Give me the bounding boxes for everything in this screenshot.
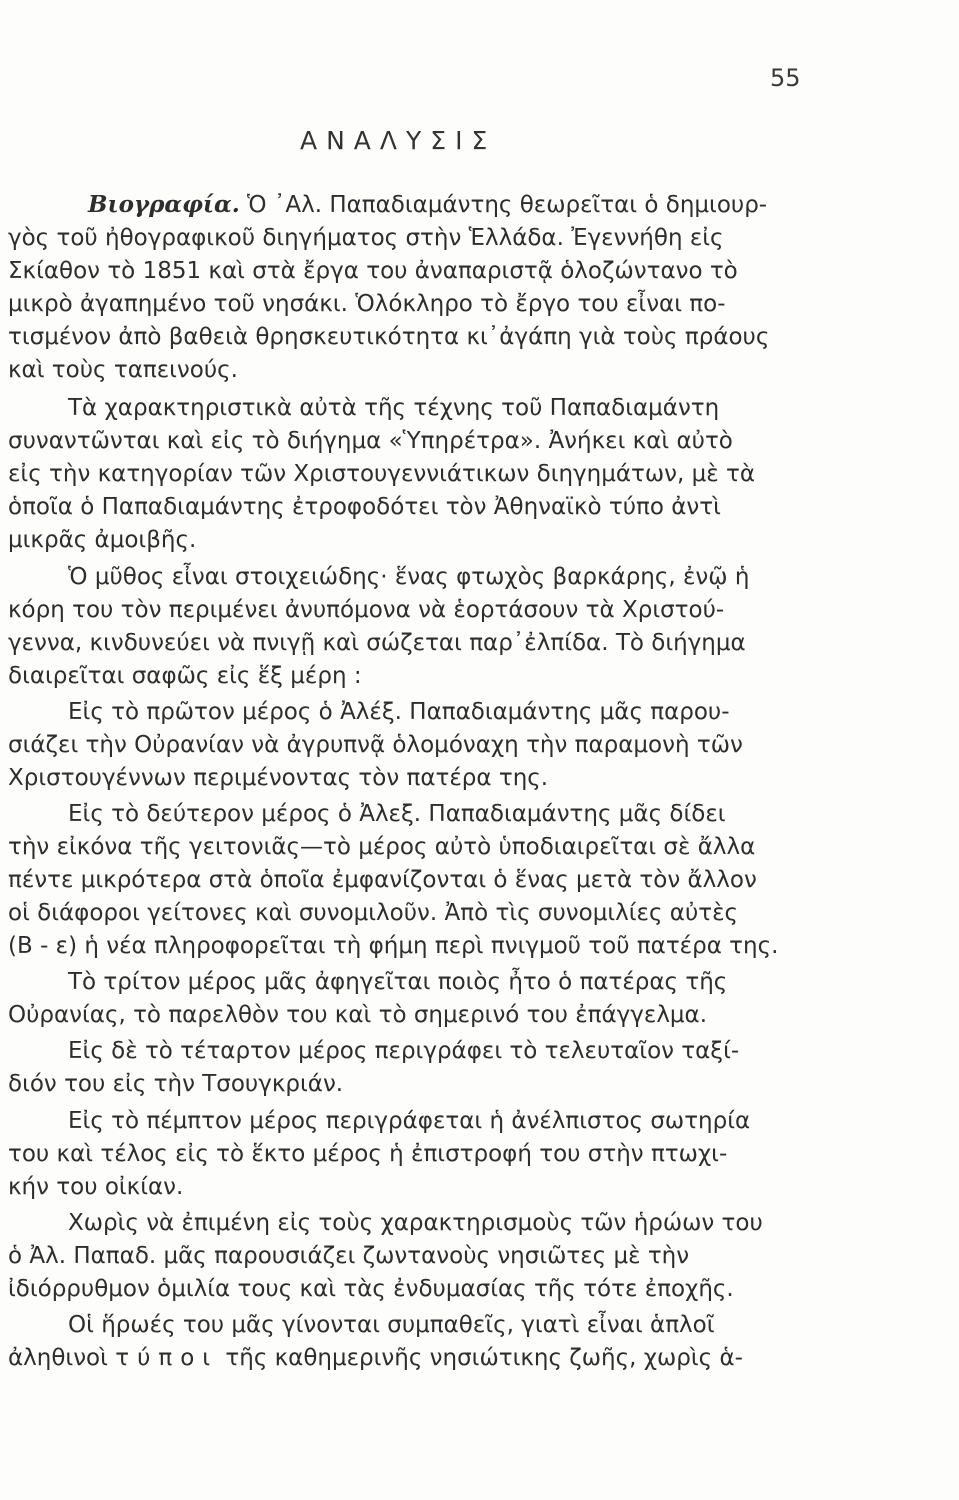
text-line [8, 865, 808, 895]
text-line [8, 730, 808, 760]
text-fragment: του καὶ τέλος εἰς τὸ ἕκτο μέρος ἡ ἐπιστροφή του στὴν πτωχι- [8, 1141, 728, 1167]
text-line-content [8, 1241, 808, 1271]
text-line-content [8, 1069, 808, 1099]
text-line [8, 525, 808, 555]
text-fragment: σιάζει τὴν Οὐρανίαν νὰ ἀγρυπνᾷ ὁλομόναχη τὴν παραμονὴ τῶν [8, 732, 743, 758]
text-fragment: Οὐρανίας, τὸ παρελθὸν του καὶ τὸ σημερινό του ἐπάγγελμα. [8, 1002, 708, 1028]
text-line [68, 1310, 808, 1340]
section-heading: ΑΝΑΛΥΣΙΣ [300, 126, 497, 155]
text-line [68, 1208, 808, 1238]
text-line [68, 562, 808, 592]
text-fragment: μικρὸ ἀγαπημένο τοῦ νησάκι. Ὁλόκληρο τὸ ἔργο του εἶναι πο- [8, 291, 726, 317]
text-line-content [8, 459, 808, 489]
text-line-content [8, 898, 808, 928]
text-line-content [8, 1172, 808, 1202]
text-line-content [8, 492, 808, 522]
text-line-content [68, 799, 808, 829]
text-line-content [68, 1310, 808, 1340]
text-line-content [8, 865, 808, 895]
text-line [8, 931, 808, 961]
text-line-content [8, 525, 808, 555]
text-fragment: διόν του εἰς τὴν Τσουγκριάν. [8, 1071, 344, 1097]
text-line [68, 1106, 808, 1136]
text-line [8, 1069, 808, 1099]
text-fragment: συναντῶνται καὶ εἰς τὸ διήγημα «Ὑπηρέτρα». Ἀνήκει καὶ αὐτὸ [8, 428, 733, 454]
text-line-content [8, 289, 808, 319]
text-fragment: ὁ Ἀλ. Παπαδ. μᾶς παρουσιάζει ζωντανοὺς νησιῶτες μὲ τὴν [8, 1243, 690, 1269]
text-line-content [8, 1000, 808, 1030]
text-fragment: (Β - ε) ἡ νέα πληροφορεῖται τὴ φήμη περὶ πνιγμοῦ τοῦ πατέρα της. [8, 933, 779, 959]
text-line [8, 289, 808, 319]
text-line [68, 967, 808, 997]
text-line [8, 628, 808, 658]
text-fragment: γεννα, κινδυνεύει νὰ πνιγῇ καὶ σώζεται παρ᾿ἐλπίδα. Τὸ διήγημα [8, 630, 746, 656]
text-line [8, 322, 808, 352]
text-fragment: τισμένον ἀπὸ βαθειὰ θρησκευτικότητα κι᾿ἀγάπη γιὰ τοὺς πράους [8, 324, 770, 350]
text-line [68, 799, 808, 829]
text-line [8, 1241, 808, 1271]
text-line [8, 1172, 808, 1202]
text-fragment: κήν του οἰκίαν. [8, 1174, 184, 1200]
text-line [8, 256, 808, 286]
text-line-content [8, 223, 808, 253]
text-fragment: κόρη του τὸν περιμένει ἀνυπόμονα νὰ ἑορτάσουν τὰ Χριστού- [8, 597, 725, 623]
text-line-content [68, 393, 808, 423]
text-line [8, 459, 808, 489]
biography-label: Βιογραφία. [88, 191, 240, 218]
text-line [8, 223, 808, 253]
text-line-content [8, 322, 808, 352]
text-line-content [8, 628, 808, 658]
text-fragment: μικρᾶς ἀμοιβῆς. [8, 527, 197, 553]
text-line-content [8, 763, 808, 793]
page-number: 55 [770, 64, 801, 92]
text-fragment: Εἰς τὸ πέμπτον μέρος περιγράφεται ἡ ἀνέλπιστος σωτηρία [68, 1108, 751, 1134]
text-line-content [68, 562, 808, 592]
text-line-content [8, 595, 808, 625]
text-line [68, 1036, 808, 1066]
text-fragment: Χωρὶς νὰ ἐπιμένη εἰς τοὺς χαρακτηρισμοὺς τῶν ἡρώων του [68, 1210, 763, 1236]
text-line [8, 492, 808, 522]
text-line-content [8, 426, 808, 456]
text-line [8, 1139, 808, 1169]
text-line-content [8, 355, 808, 385]
text-fragment: ἀληθινοὶ [8, 1345, 116, 1371]
text-line-content [8, 1274, 808, 1304]
text-line [8, 426, 808, 456]
text-fragment: πέντε μικρότερα στὰ ὁποῖα ἐμφανίζονται ὁ ἕνας μετὰ τὸν ἄλλον [8, 867, 757, 893]
text-line [8, 1000, 808, 1030]
text-fragment: διαιρεῖται σαφῶς εἰς ἕξ μέρη : [8, 663, 362, 689]
text-fragment: Εἰς δὲ τὸ τέταρτον μέρος περιγράφει τὸ τελευταῖον ταξί- [68, 1038, 740, 1064]
text-line [88, 190, 808, 220]
spaced-emphasis: τύποι [115, 1345, 219, 1371]
text-line-content [68, 1208, 808, 1238]
text-line-content [8, 1343, 808, 1373]
text-fragment: Εἰς τὸ πρῶτον μέρος ὁ Ἀλέξ. Παπαδιαμάντης μᾶς παρου- [68, 699, 730, 725]
text-fragment: γὸς τοῦ ἠθογραφικοῦ διηγήματος στὴν Ἑλλάδα. Ἐγεννήθη εἰς [8, 225, 724, 251]
text-fragment: οἱ διάφοροι γείτονες καὶ συνομιλοῦν. Ἀπὸ τὶς συνομιλίες αὐτὲς [8, 900, 739, 926]
text-fragment: καὶ τοὺς ταπεινούς. [8, 357, 238, 383]
text-line-content [8, 661, 808, 691]
text-fragment: εἰς τὴν κατηγορίαν τῶν Χριστουγεννιάτικων διηγημάτων, μὲ τὰ [8, 461, 756, 487]
text-line-content [8, 832, 808, 862]
text-line-content [8, 1139, 808, 1169]
text-fragment: Ὁ μῦθος εἶναι στοιχειώδης· ἕνας φτωχὸς βαρκάρης, ἐνῷ ἡ [68, 564, 750, 590]
text-line-content [8, 730, 808, 760]
text-fragment: Εἰς τὸ δεύτερον μέρος ὁ Ἀλεξ. Παπαδιαμάντης μᾶς δίδει [68, 801, 726, 827]
text-line [8, 832, 808, 862]
text-line [8, 595, 808, 625]
text-line [8, 355, 808, 385]
text-line-content [8, 931, 808, 961]
text-line [8, 1343, 808, 1373]
text-line-content [68, 697, 808, 727]
text-fragment: τὴν εἰκόνα τῆς γειτονιᾶς—τὸ μέρος αὐτὸ ὑποδιαιρεῖται σὲ ἄλλα [8, 834, 756, 860]
text-line-content [68, 967, 808, 997]
text-fragment: Ὁ ᾿Αλ. Παπαδιαμάντης θεωρεῖται ὁ δημιουρ- [239, 192, 768, 218]
text-line-content [8, 256, 808, 286]
text-fragment: Τὰ χαρακτηριστικὰ αὐτὰ τῆς τέχνης τοῦ Παπαδιαμάντη [68, 395, 720, 421]
text-fragment: Χριστουγέννων περιμένοντας τὸν πατέρα της. [8, 765, 549, 791]
text-line-content [68, 1036, 808, 1066]
text-line [68, 697, 808, 727]
text-line [8, 661, 808, 691]
text-line [8, 763, 808, 793]
text-fragment: ἰδιόρρυθμον ὁμιλία τους καὶ τὰς ἐνδυμασίας τῆς τότε ἐποχῆς. [8, 1276, 734, 1302]
text-line [68, 393, 808, 423]
text-line-content [88, 190, 808, 220]
text-line-content [68, 1106, 808, 1136]
text-fragment: ὁποῖα ὁ Παπαδιαμάντης ἐτροφοδότει τὸν Ἀθηναϊκὸ τύπο ἀντὶ [8, 494, 721, 520]
text-fragment: Σκίαθον τὸ 1851 καὶ στὰ ἔργα του ἀναπαριστᾷ ὁλοζώντανο τὸ [8, 258, 738, 284]
text-fragment: Οἱ ἥρωές του μᾶς γίνονται συμπαθεῖς, γιατὶ εἶναι ἁπλοῖ [68, 1312, 715, 1338]
text-fragment: τῆς καθημερινῆς νησιώτικης ζωῆς, χωρὶς ἁ- [218, 1345, 743, 1371]
text-fragment: Τὸ τρίτον μέρος μᾶς ἀφηγεῖται ποιὸς ἦτο ὁ πατέρας τῆς [68, 969, 728, 995]
text-line [8, 898, 808, 928]
text-line [8, 1274, 808, 1304]
